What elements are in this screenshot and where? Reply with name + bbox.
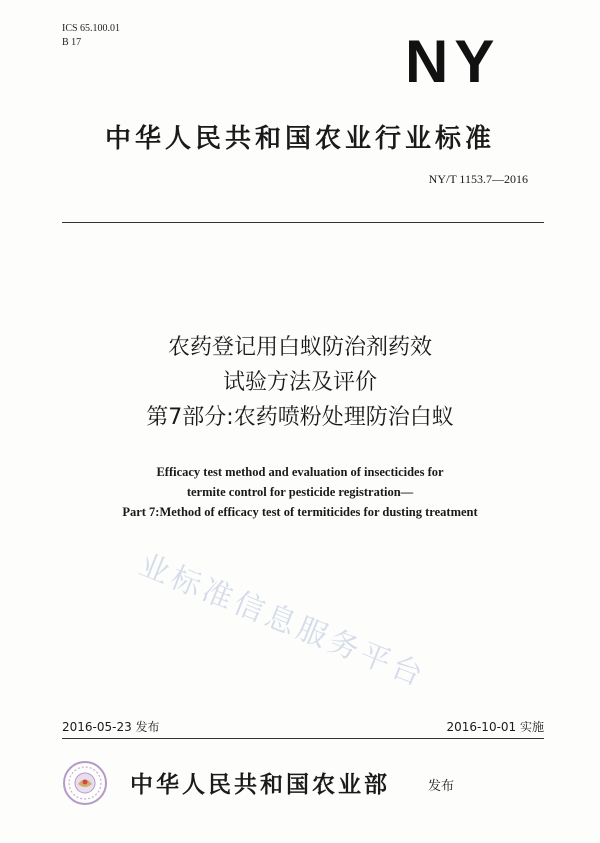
issue-date: 2016-05-23 发布 <box>62 720 160 734</box>
issuing-ministry: 中华人民共和国农业部 <box>130 772 390 798</box>
ministry-seal-icon <box>62 760 108 806</box>
english-title-line-2: termite control for pesticide registration— <box>186 485 414 499</box>
standard-number: NY/T 1153.7—2016 <box>428 172 528 186</box>
ccs-code: B 17 <box>62 37 82 48</box>
chinese-title-line-2: 试验方法及评价 <box>222 370 377 395</box>
chinese-title <box>0 330 600 435</box>
english-title-line-1: Efficacy test method and evaluation of insecticides for <box>156 465 444 479</box>
watermark: 业标准信息服务平台 <box>133 547 431 695</box>
implementation-date: 2016-10-01 实施 <box>446 720 544 734</box>
publish-label: 发布 <box>428 779 455 794</box>
footer-divider <box>62 738 544 739</box>
chinese-title-line-1: 农药登记用白蚁防治剂药效 <box>167 335 432 360</box>
ics-code: ICS 65.100.01 <box>62 23 121 34</box>
ny-logo: NY <box>405 28 501 95</box>
classification-codes <box>62 22 120 50</box>
header-divider <box>62 222 544 223</box>
english-title-line-3: Part 7:Method of efficacy test of termiticides for dusting treatment <box>122 505 478 519</box>
category-title: 中华人民共和国农业行业标准 <box>104 124 495 154</box>
chinese-title-line-3: 第7部分:农药喷粉处理防治白蚁 <box>146 405 454 430</box>
english-title <box>0 462 600 522</box>
